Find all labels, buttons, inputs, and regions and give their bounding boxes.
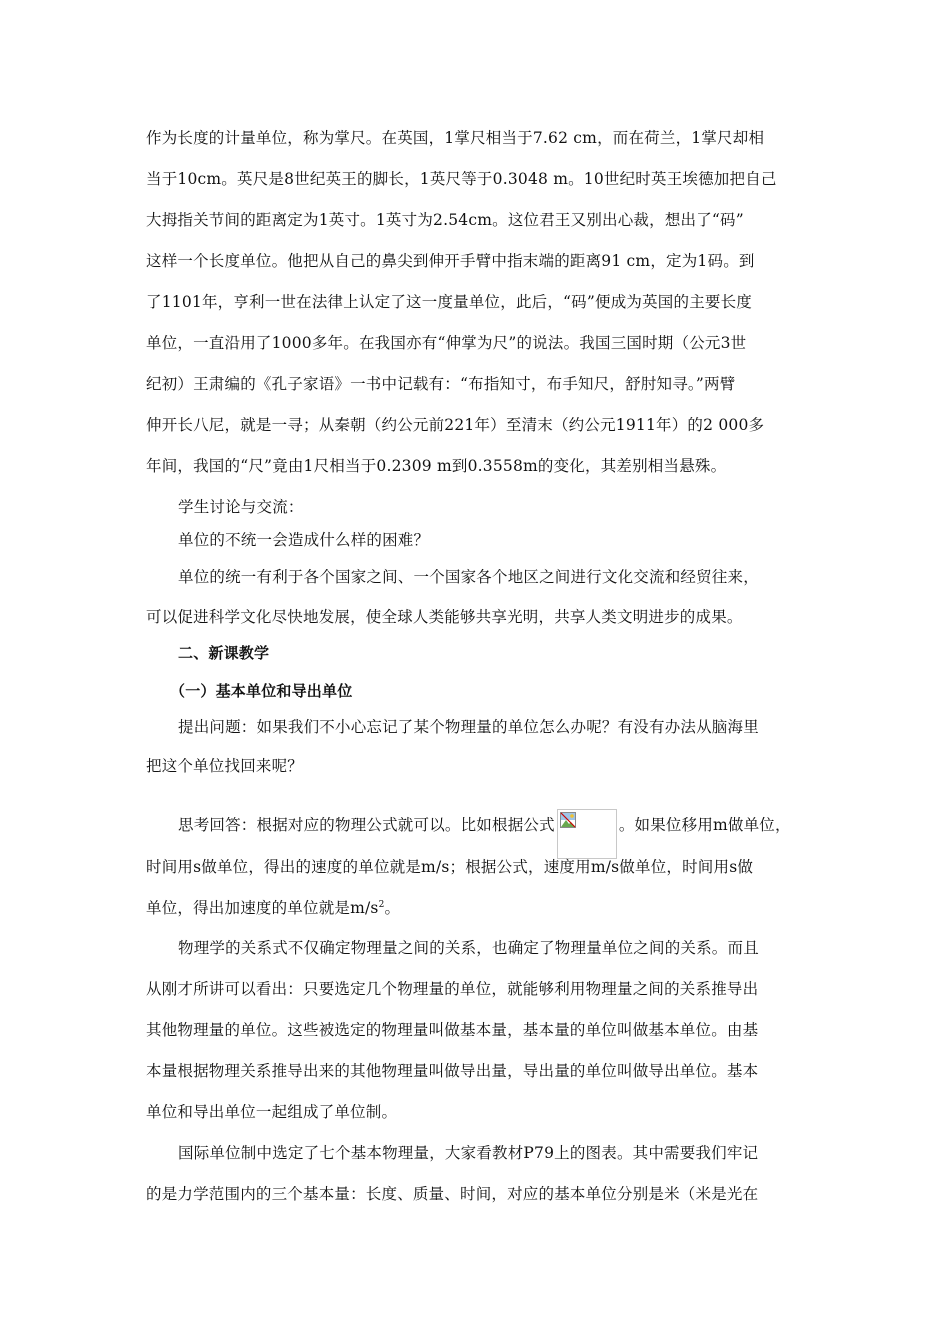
discussion-heading: 学生讨论与交流： [178,498,304,516]
paragraph-line: 年间，我国的“尺”竟由1尺相当于0.2309 m到0.3558m的变化，其差别相当悬殊。 [146,457,727,475]
answer-line: 时间用s做单位，得出的速度的单位就是m/s；根据公式，速度用m/s做单位，时间用s做 [146,858,754,876]
relation-line: 本量根据物理关系推导出来的其他物理量叫做导出量，导出量的单位叫做导出单位。基本 [146,1062,759,1080]
discussion-question: 单位的不统一会造成什么样的困难？ [178,531,430,549]
section-title: 二、新课教学 [178,644,270,662]
relation-line: 单位和导出单位一起组成了单位制。 [146,1103,398,1121]
answer-text-before-formula: 思考回答：根据对应的物理公式就可以。比如根据公式 [178,816,555,834]
paragraph-line: 作为长度的计量单位，称为掌尺。在英国，1掌尺相当于7.62 cm，而在荷兰，1掌尺却相 [146,129,765,147]
paragraph-line: 纪初）王肃编的《孔子家语》一书中记载有：“布指知寸，布手知尺，舒肘知寻。”两臂 [146,375,736,393]
answer-line-with-formula [178,801,828,851]
answer-text: 单位，得出加速度的单位就是m/s [146,899,379,917]
question-line: 把这个单位找回来呢？ [146,757,304,775]
si-line: 国际单位制中选定了七个基本物理量，大家看教材P79上的图表。其中需要我们牢记 [178,1144,759,1162]
si-line: 的是力学范围内的三个基本量：长度、质量、时间，对应的基本单位分别是米（米是光在 [146,1185,759,1203]
relation-line: 从刚才所讲可以看出：只要选定几个物理量的单位，就能够利用物理量之间的关系推导出 [146,980,759,998]
formula-image [557,809,617,859]
paragraph-line: 大拇指关节间的距离定为1英寸。1英寸为2.54cm。这位君王又别出心裁，想出了“码” [146,211,744,229]
paragraph-line: 伸开长八尼，就是一寻；从秦朝（约公元前221年）至清末（约公元1911年）的2 000多 [146,416,765,434]
discussion-answer-line: 可以促进科学文化尽快地发展，使全球人类能够共享光明，共享人类文明进步的成果。 [146,608,743,626]
answer-text-end: 。 [384,899,401,917]
answer-text-after-formula: 。如果位移用m做单位， [618,816,791,834]
paragraph-line: 当于10cm。英尺是8世纪英王的脚长，1英尺等于0.3048 m。10世纪时英王埃德加把自己 [146,170,777,188]
answer-line [146,898,816,918]
question-line: 提出问题：如果我们不小心忘记了某个物理量的单位怎么办呢？有没有办法从脑海里 [178,718,759,736]
subsection-title: （一）基本单位和导出单位 [170,682,353,700]
paragraph-line: 这样一个长度单位。他把从自己的鼻尖到伸开手臂中指末端的距离91 cm，定为1码。到 [146,252,755,270]
superscript: 2 [378,899,385,910]
broken-image-icon [560,812,576,828]
paragraph-line: 单位，一直沿用了1000多年。在我国亦有“伸掌为尺”的说法。我国三国时期（公元3世 [146,334,747,352]
paragraph-line: 了1101年，亨利一世在法律上认定了这一度量单位，此后，“码”便成为英国的主要长度 [146,293,752,311]
discussion-answer-line: 单位的统一有利于各个国家之间、一个国家各个地区之间进行文化交流和经贸往来， [178,568,759,586]
relation-line: 其他物理量的单位。这些被选定的物理量叫做基本量，基本量的单位叫做基本单位。由基 [146,1021,759,1039]
relation-line: 物理学的关系式不仅确定物理量之间的关系，也确定了物理量单位之间的关系。而且 [178,939,759,957]
